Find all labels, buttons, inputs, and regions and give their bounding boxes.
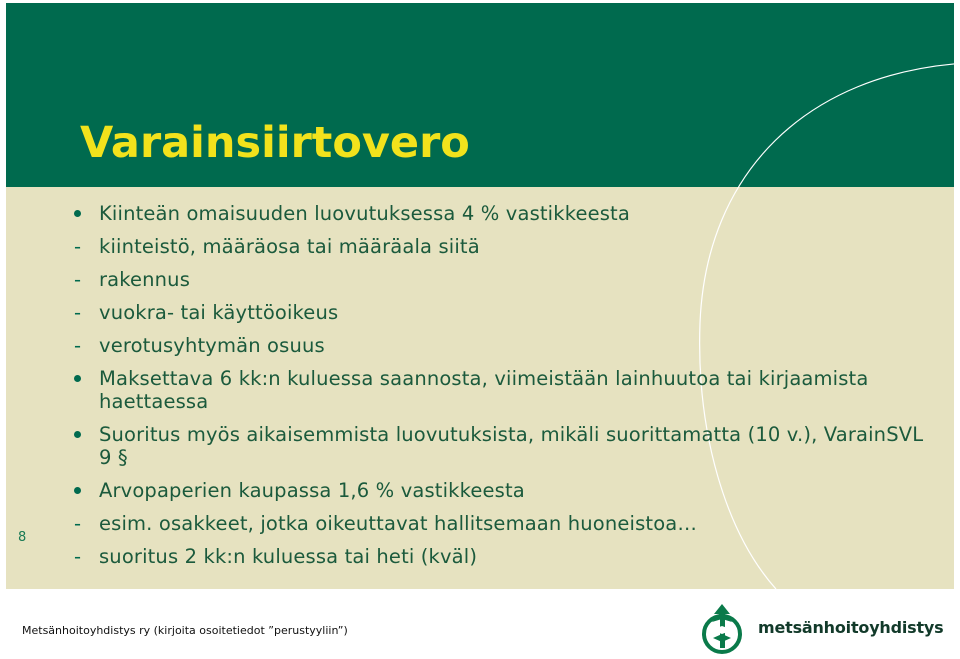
- bullet-item: [72, 235, 932, 258]
- bullet-item: [72, 202, 932, 225]
- slide-number: 8: [18, 530, 27, 545]
- bullet-text: Kiinteän omaisuuden luovutuksessa 4 % vastikkeesta: [99, 202, 630, 225]
- slide: [6, 3, 954, 589]
- slide-title: Varainsiirtovero: [80, 118, 470, 168]
- bullet-item: [72, 479, 932, 502]
- bullet-text: kiinteistö, määräosa tai määräala siitä: [99, 235, 480, 258]
- bullet-item: [72, 367, 932, 413]
- tree-emblem-icon: [700, 600, 748, 656]
- bullet-list: [72, 202, 932, 578]
- bullet-item: [72, 512, 932, 535]
- bullet-text: Arvopaperien kaupassa 1,6 % vastikkeesta: [99, 479, 525, 502]
- bullet-text: verotusyhtymän osuus: [99, 334, 325, 357]
- bullet-text: esim. osakkeet, jotka oikeuttavat hallitsemaan huoneistoa…: [99, 512, 698, 535]
- bullet-text: rakennus: [99, 268, 190, 291]
- bullet-text: Suoritus myös aikaisemmista luovutuksista, mikäli suorittamatta (10 v.), VarainSVL 9 §: [99, 423, 924, 469]
- bullet-item: [72, 423, 932, 469]
- logo[interactable]: [700, 600, 944, 656]
- bullet-item: [72, 545, 932, 568]
- bullet-item: [72, 301, 932, 324]
- bullet-item: [72, 268, 932, 291]
- logo-text: metsänhoitoyhdistys: [758, 618, 944, 637]
- footer-address: Metsänhoitoyhdistys ry (kirjoita osoitetiedot ”perustyyliin”): [22, 624, 348, 637]
- bullet-text: Maksettava 6 kk:n kuluessa saannosta, viimeistään lainhuutoa tai kirjaamista haettaessa: [99, 367, 869, 413]
- bullet-text: suoritus 2 kk:n kuluessa tai heti (kväl): [99, 545, 478, 568]
- bullet-text: vuokra- tai käyttöoikeus: [99, 301, 339, 324]
- bullet-item: [72, 334, 932, 357]
